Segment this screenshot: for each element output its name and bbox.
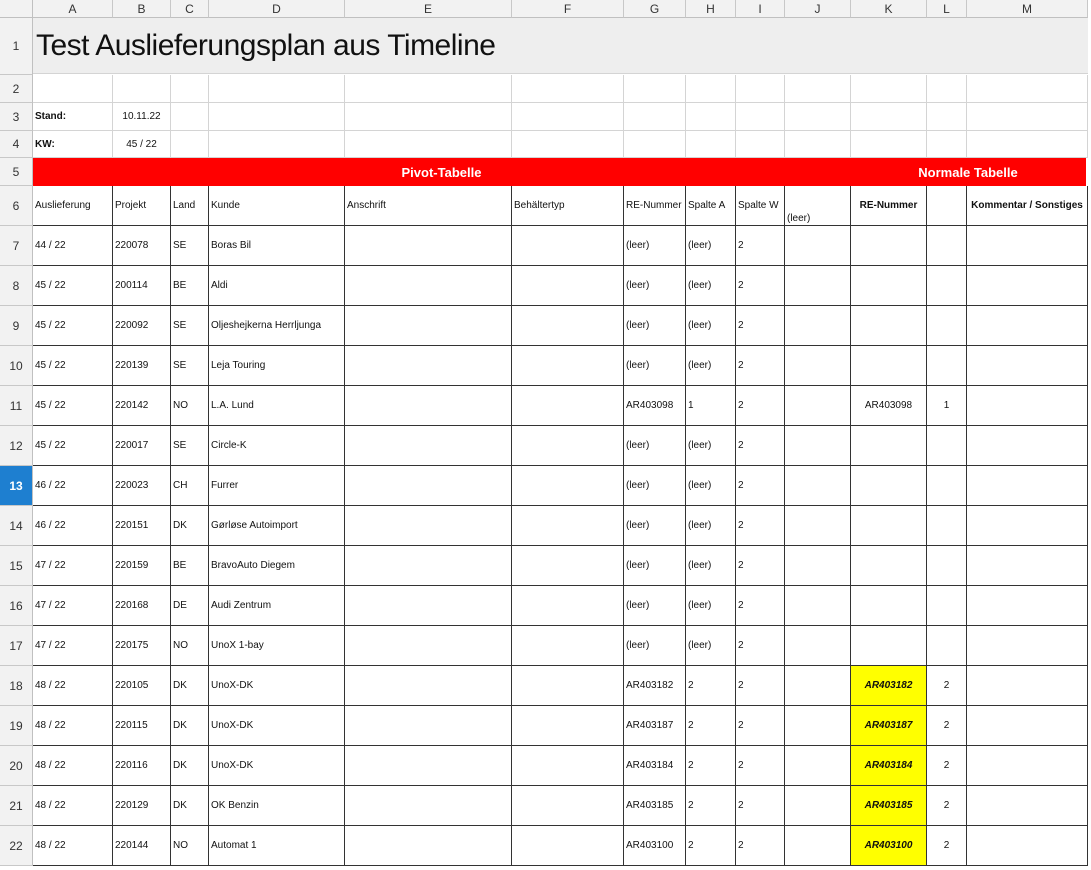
- cell-j17[interactable]: [785, 626, 851, 666]
- cell-c20[interactable]: DK: [171, 746, 209, 786]
- cell-i4[interactable]: [736, 131, 785, 158]
- row-header-17[interactable]: 17: [0, 626, 33, 666]
- cell-j13[interactable]: [785, 466, 851, 506]
- column-header-i[interactable]: I: [736, 0, 785, 18]
- header-kommentar[interactable]: Kommentar / Sonstiges: [967, 186, 1088, 226]
- cell-g4[interactable]: [624, 131, 686, 158]
- row-header-22[interactable]: 22: [0, 826, 33, 866]
- header-projekt[interactable]: Projekt: [113, 186, 171, 226]
- cell-h11[interactable]: 1: [686, 386, 736, 426]
- cell-c12[interactable]: SE: [171, 426, 209, 466]
- cell-h9[interactable]: (leer): [686, 306, 736, 346]
- row-header-3[interactable]: 3: [0, 103, 33, 131]
- cell-f2[interactable]: [512, 75, 624, 103]
- column-header-h[interactable]: H: [686, 0, 736, 18]
- cell-k3[interactable]: [851, 103, 927, 131]
- cell-i21[interactable]: 2: [736, 786, 785, 826]
- cell-f9[interactable]: [512, 306, 624, 346]
- cell-g10[interactable]: (leer): [624, 346, 686, 386]
- cell-l15[interactable]: [927, 546, 967, 586]
- cell-k22[interactable]: AR403100: [851, 826, 927, 866]
- cell-m11[interactable]: [967, 386, 1088, 426]
- cell-m21[interactable]: [967, 786, 1088, 826]
- cell-i2[interactable]: [736, 75, 785, 103]
- row-header-19[interactable]: 19: [0, 706, 33, 746]
- cell-m20[interactable]: [967, 746, 1088, 786]
- cell-k21[interactable]: AR403185: [851, 786, 927, 826]
- row-header-21[interactable]: 21: [0, 786, 33, 826]
- cell-g20[interactable]: AR403184: [624, 746, 686, 786]
- cell-c18[interactable]: DK: [171, 666, 209, 706]
- header-spalte-a[interactable]: Spalte A: [686, 186, 736, 226]
- cell-b22[interactable]: 220144: [113, 826, 171, 866]
- cell-h17[interactable]: (leer): [686, 626, 736, 666]
- cell-h3[interactable]: [686, 103, 736, 131]
- cell-h10[interactable]: (leer): [686, 346, 736, 386]
- cell-e2[interactable]: [345, 75, 512, 103]
- cell-d7[interactable]: Boras Bil: [209, 226, 345, 266]
- cell-e18[interactable]: [345, 666, 512, 706]
- cell-a20[interactable]: 48 / 22: [33, 746, 113, 786]
- normal-table-label: Normale Tabelle: [918, 164, 1018, 180]
- row-header-15[interactable]: 15: [0, 546, 33, 586]
- cell-l13[interactable]: [927, 466, 967, 506]
- cell-g7[interactable]: (leer): [624, 226, 686, 266]
- cell-k20[interactable]: AR403184: [851, 746, 927, 786]
- cell-i11[interactable]: 2: [736, 386, 785, 426]
- cell-e14[interactable]: [345, 506, 512, 546]
- cell-e17[interactable]: [345, 626, 512, 666]
- row-header-1[interactable]: 1: [0, 18, 33, 75]
- header-anschrift[interactable]: Anschrift: [345, 186, 512, 226]
- kw-value[interactable]: 45 / 22: [113, 131, 171, 158]
- cell-l11[interactable]: 1: [927, 386, 967, 426]
- cell-b21[interactable]: 220129: [113, 786, 171, 826]
- cell-a12[interactable]: 45 / 22: [33, 426, 113, 466]
- cell-k15[interactable]: [851, 546, 927, 586]
- column-header-f[interactable]: F: [512, 0, 624, 18]
- cell-h7[interactable]: (leer): [686, 226, 736, 266]
- cell-c2[interactable]: [171, 75, 209, 103]
- cell-g17[interactable]: (leer): [624, 626, 686, 666]
- cell-j18[interactable]: [785, 666, 851, 706]
- column-header-l[interactable]: L: [927, 0, 967, 18]
- header-auslieferung[interactable]: Auslieferung: [33, 186, 113, 226]
- cell-k2[interactable]: [851, 75, 927, 103]
- cell-m18[interactable]: [967, 666, 1088, 706]
- cell-d16[interactable]: Audi Zentrum: [209, 586, 345, 626]
- cell-l18[interactable]: 2: [927, 666, 967, 706]
- cell-e7[interactable]: [345, 226, 512, 266]
- cell-k19[interactable]: AR403187: [851, 706, 927, 746]
- cell-i13[interactable]: 2: [736, 466, 785, 506]
- cell-a14[interactable]: 46 / 22: [33, 506, 113, 546]
- cell-j22[interactable]: [785, 826, 851, 866]
- header-empty-l[interactable]: [927, 186, 967, 226]
- cell-m10[interactable]: [967, 346, 1088, 386]
- cell-f4[interactable]: [512, 131, 624, 158]
- cell-b13[interactable]: 220023: [113, 466, 171, 506]
- sheet-title[interactable]: Test Auslieferungsplan aus Timeline: [33, 18, 1088, 74]
- header-land[interactable]: Land: [171, 186, 209, 226]
- cell-b15[interactable]: 220159: [113, 546, 171, 586]
- cell-g15[interactable]: (leer): [624, 546, 686, 586]
- kw-label[interactable]: KW:: [33, 131, 113, 158]
- cell-f3[interactable]: [512, 103, 624, 131]
- cell-h16[interactable]: (leer): [686, 586, 736, 626]
- cell-h15[interactable]: (leer): [686, 546, 736, 586]
- cell-b10[interactable]: 220139: [113, 346, 171, 386]
- cell-i14[interactable]: 2: [736, 506, 785, 546]
- cell-i20[interactable]: 2: [736, 746, 785, 786]
- cell-j16[interactable]: [785, 586, 851, 626]
- cell-e10[interactable]: [345, 346, 512, 386]
- cell-f21[interactable]: [512, 786, 624, 826]
- cell-b19[interactable]: 220115: [113, 706, 171, 746]
- cell-d22[interactable]: Automat 1: [209, 826, 345, 866]
- cell-g3[interactable]: [624, 103, 686, 131]
- row-header-20[interactable]: 20: [0, 746, 33, 786]
- cell-f22[interactable]: [512, 826, 624, 866]
- cell-l7[interactable]: [927, 226, 967, 266]
- cell-c3[interactable]: [171, 103, 209, 131]
- cell-c10[interactable]: SE: [171, 346, 209, 386]
- cell-j3[interactable]: [785, 103, 851, 131]
- cell-a10[interactable]: 45 / 22: [33, 346, 113, 386]
- row-header-11[interactable]: 11: [0, 386, 33, 426]
- cell-m9[interactable]: [967, 306, 1088, 346]
- cell-h4[interactable]: [686, 131, 736, 158]
- cell-j21[interactable]: [785, 786, 851, 826]
- cell-i18[interactable]: 2: [736, 666, 785, 706]
- cell-j4[interactable]: [785, 131, 851, 158]
- cell-i7[interactable]: 2: [736, 226, 785, 266]
- cell-h19[interactable]: 2: [686, 706, 736, 746]
- cell-a21[interactable]: 48 / 22: [33, 786, 113, 826]
- cell-a9[interactable]: 45 / 22: [33, 306, 113, 346]
- cell-f19[interactable]: [512, 706, 624, 746]
- cell-g22[interactable]: AR403100: [624, 826, 686, 866]
- column-header-c[interactable]: C: [171, 0, 209, 18]
- stand-label[interactable]: Stand:: [33, 103, 113, 131]
- cell-m15[interactable]: [967, 546, 1088, 586]
- cell-e20[interactable]: [345, 746, 512, 786]
- cell-e13[interactable]: [345, 466, 512, 506]
- cell-m13[interactable]: [967, 466, 1088, 506]
- cell-l8[interactable]: [927, 266, 967, 306]
- cell-j9[interactable]: [785, 306, 851, 346]
- cell-c11[interactable]: NO: [171, 386, 209, 426]
- column-header-g[interactable]: G: [624, 0, 686, 18]
- cell-g9[interactable]: (leer): [624, 306, 686, 346]
- cell-a8[interactable]: 45 / 22: [33, 266, 113, 306]
- pivot-table-label: Pivot-Tabelle: [401, 164, 482, 180]
- cell-m3[interactable]: [967, 103, 1088, 131]
- cell-i22[interactable]: 2: [736, 826, 785, 866]
- cell-d2[interactable]: [209, 75, 345, 103]
- cell-i9[interactable]: 2: [736, 306, 785, 346]
- cell-l2[interactable]: [927, 75, 967, 103]
- cell-c9[interactable]: SE: [171, 306, 209, 346]
- cell-c17[interactable]: NO: [171, 626, 209, 666]
- cell-f8[interactable]: [512, 266, 624, 306]
- cell-l21[interactable]: 2: [927, 786, 967, 826]
- cell-g2[interactable]: [624, 75, 686, 103]
- cell-j20[interactable]: [785, 746, 851, 786]
- cell-d21[interactable]: OK Benzin: [209, 786, 345, 826]
- cell-f12[interactable]: [512, 426, 624, 466]
- cell-a7[interactable]: 44 / 22: [33, 226, 113, 266]
- cell-e9[interactable]: [345, 306, 512, 346]
- column-header-b[interactable]: B: [113, 0, 171, 18]
- header-re-nummer2[interactable]: RE-Nummer: [851, 186, 927, 226]
- cell-d3[interactable]: [209, 103, 345, 131]
- cell-k12[interactable]: [851, 426, 927, 466]
- cell-h8[interactable]: (leer): [686, 266, 736, 306]
- cell-f17[interactable]: [512, 626, 624, 666]
- cell-k8[interactable]: [851, 266, 927, 306]
- select-all-corner[interactable]: [0, 0, 33, 18]
- cell-a19[interactable]: 48 / 22: [33, 706, 113, 746]
- cell-m14[interactable]: [967, 506, 1088, 546]
- cell-j15[interactable]: [785, 546, 851, 586]
- cell-i15[interactable]: 2: [736, 546, 785, 586]
- cell-h14[interactable]: (leer): [686, 506, 736, 546]
- row-header-5[interactable]: 5: [0, 158, 33, 186]
- row-header-7[interactable]: 7: [0, 226, 33, 266]
- column-header-d[interactable]: D: [209, 0, 345, 18]
- cell-k10[interactable]: [851, 346, 927, 386]
- cell-h2[interactable]: [686, 75, 736, 103]
- cell-j14[interactable]: [785, 506, 851, 546]
- cell-i17[interactable]: 2: [736, 626, 785, 666]
- cell-m8[interactable]: [967, 266, 1088, 306]
- cell-f16[interactable]: [512, 586, 624, 626]
- cell-b18[interactable]: 220105: [113, 666, 171, 706]
- cell-g8[interactable]: (leer): [624, 266, 686, 306]
- cell-d15[interactable]: BravoAuto Diegem: [209, 546, 345, 586]
- cell-c13[interactable]: CH: [171, 466, 209, 506]
- cell-a2[interactable]: [33, 75, 113, 103]
- cell-d17[interactable]: UnoX 1-bay: [209, 626, 345, 666]
- cell-m4[interactable]: [967, 131, 1088, 158]
- cell-e19[interactable]: [345, 706, 512, 746]
- cell-b17[interactable]: 220175: [113, 626, 171, 666]
- cell-a18[interactable]: 48 / 22: [33, 666, 113, 706]
- cell-f18[interactable]: [512, 666, 624, 706]
- row-header-10[interactable]: 10: [0, 346, 33, 386]
- cell-j2[interactable]: [785, 75, 851, 103]
- column-header-k[interactable]: K: [851, 0, 927, 18]
- cell-c8[interactable]: BE: [171, 266, 209, 306]
- cell-h12[interactable]: (leer): [686, 426, 736, 466]
- cell-h20[interactable]: 2: [686, 746, 736, 786]
- cell-a15[interactable]: 47 / 22: [33, 546, 113, 586]
- cell-a17[interactable]: 47 / 22: [33, 626, 113, 666]
- cell-l9[interactable]: [927, 306, 967, 346]
- cell-g19[interactable]: AR403187: [624, 706, 686, 746]
- header-leer[interactable]: (leer): [785, 186, 851, 226]
- cell-i10[interactable]: 2: [736, 346, 785, 386]
- cell-m16[interactable]: [967, 586, 1088, 626]
- cell-b11[interactable]: 220142: [113, 386, 171, 426]
- cell-c15[interactable]: BE: [171, 546, 209, 586]
- cell-d9[interactable]: Oljeshejkerna Herrljunga: [209, 306, 345, 346]
- cell-g12[interactable]: (leer): [624, 426, 686, 466]
- cell-g14[interactable]: (leer): [624, 506, 686, 546]
- cell-l10[interactable]: [927, 346, 967, 386]
- cell-f14[interactable]: [512, 506, 624, 546]
- row-header-8[interactable]: 8: [0, 266, 33, 306]
- cell-m7[interactable]: [967, 226, 1088, 266]
- cell-h18[interactable]: 2: [686, 666, 736, 706]
- cell-l20[interactable]: 2: [927, 746, 967, 786]
- cell-l19[interactable]: 2: [927, 706, 967, 746]
- cell-f15[interactable]: [512, 546, 624, 586]
- cell-b7[interactable]: 220078: [113, 226, 171, 266]
- cell-l16[interactable]: [927, 586, 967, 626]
- row-header-18[interactable]: 18: [0, 666, 33, 706]
- cell-a16[interactable]: 47 / 22: [33, 586, 113, 626]
- cell-j10[interactable]: [785, 346, 851, 386]
- column-header-a[interactable]: A: [33, 0, 113, 18]
- cell-i16[interactable]: 2: [736, 586, 785, 626]
- header-behaeltertyp[interactable]: Behältertyp: [512, 186, 624, 226]
- cell-d4[interactable]: [209, 131, 345, 158]
- cell-b9[interactable]: 220092: [113, 306, 171, 346]
- row-header-13[interactable]: 13: [0, 466, 33, 506]
- cell-b2[interactable]: [113, 75, 171, 103]
- row-header-6[interactable]: 6: [0, 186, 33, 226]
- cell-l14[interactable]: [927, 506, 967, 546]
- cell-b8[interactable]: 200114: [113, 266, 171, 306]
- cell-j8[interactable]: [785, 266, 851, 306]
- cell-l17[interactable]: [927, 626, 967, 666]
- cell-i12[interactable]: 2: [736, 426, 785, 466]
- cell-d10[interactable]: Leja Touring: [209, 346, 345, 386]
- cell-f11[interactable]: [512, 386, 624, 426]
- cell-m17[interactable]: [967, 626, 1088, 666]
- header-kunde[interactable]: Kunde: [209, 186, 345, 226]
- cell-c16[interactable]: DE: [171, 586, 209, 626]
- row-header-14[interactable]: 14: [0, 506, 33, 546]
- header-re-nummer[interactable]: RE-Nummer: [624, 186, 686, 226]
- row-header-9[interactable]: 9: [0, 306, 33, 346]
- cell-c4[interactable]: [171, 131, 209, 158]
- cell-b12[interactable]: 220017: [113, 426, 171, 466]
- cell-i8[interactable]: 2: [736, 266, 785, 306]
- cell-j11[interactable]: [785, 386, 851, 426]
- cell-e11[interactable]: [345, 386, 512, 426]
- cell-e21[interactable]: [345, 786, 512, 826]
- header-spalte-w[interactable]: Spalte W: [736, 186, 785, 226]
- row-header-16[interactable]: 16: [0, 586, 33, 626]
- cell-l3[interactable]: [927, 103, 967, 131]
- cell-e16[interactable]: [345, 586, 512, 626]
- cell-e3[interactable]: [345, 103, 512, 131]
- cell-j19[interactable]: [785, 706, 851, 746]
- cell-e15[interactable]: [345, 546, 512, 586]
- cell-f10[interactable]: [512, 346, 624, 386]
- cell-c7[interactable]: SE: [171, 226, 209, 266]
- column-header-e[interactable]: E: [345, 0, 512, 18]
- cell-k4[interactable]: [851, 131, 927, 158]
- cell-b20[interactable]: 220116: [113, 746, 171, 786]
- cell-l4[interactable]: [927, 131, 967, 158]
- cell-k14[interactable]: [851, 506, 927, 546]
- cell-g13[interactable]: (leer): [624, 466, 686, 506]
- cell-k9[interactable]: [851, 306, 927, 346]
- cell-m12[interactable]: [967, 426, 1088, 466]
- cell-k13[interactable]: [851, 466, 927, 506]
- cell-f13[interactable]: [512, 466, 624, 506]
- cell-g16[interactable]: (leer): [624, 586, 686, 626]
- cell-k11[interactable]: AR403098: [851, 386, 927, 426]
- cell-m19[interactable]: [967, 706, 1088, 746]
- cell-b16[interactable]: 220168: [113, 586, 171, 626]
- cell-j12[interactable]: [785, 426, 851, 466]
- cell-d11[interactable]: L.A. Lund: [209, 386, 345, 426]
- row-header-12[interactable]: 12: [0, 426, 33, 466]
- cell-f7[interactable]: [512, 226, 624, 266]
- cell-d13[interactable]: Furrer: [209, 466, 345, 506]
- stand-value[interactable]: 10.11.22: [113, 103, 171, 131]
- cell-c14[interactable]: DK: [171, 506, 209, 546]
- cell-h13[interactable]: (leer): [686, 466, 736, 506]
- cell-i19[interactable]: 2: [736, 706, 785, 746]
- row-header-4[interactable]: 4: [0, 131, 33, 158]
- cell-d20[interactable]: UnoX-DK: [209, 746, 345, 786]
- cell-c21[interactable]: DK: [171, 786, 209, 826]
- cell-h21[interactable]: 2: [686, 786, 736, 826]
- cell-g21[interactable]: AR403185: [624, 786, 686, 826]
- cell-f20[interactable]: [512, 746, 624, 786]
- cell-i3[interactable]: [736, 103, 785, 131]
- cell-g18[interactable]: AR403182: [624, 666, 686, 706]
- row-header-2[interactable]: 2: [0, 75, 33, 103]
- cell-e12[interactable]: [345, 426, 512, 466]
- cell-k18[interactable]: AR403182: [851, 666, 927, 706]
- cell-h22[interactable]: 2: [686, 826, 736, 866]
- cell-d19[interactable]: UnoX-DK: [209, 706, 345, 746]
- cell-l12[interactable]: [927, 426, 967, 466]
- cell-e8[interactable]: [345, 266, 512, 306]
- cell-k17[interactable]: [851, 626, 927, 666]
- cell-d12[interactable]: Circle-K: [209, 426, 345, 466]
- cell-m22[interactable]: [967, 826, 1088, 866]
- cell-g11[interactable]: AR403098: [624, 386, 686, 426]
- cell-l22[interactable]: 2: [927, 826, 967, 866]
- cell-d8[interactable]: Aldi: [209, 266, 345, 306]
- cell-d18[interactable]: UnoX-DK: [209, 666, 345, 706]
- cell-d14[interactable]: Gørløse Autoimport: [209, 506, 345, 546]
- cell-k16[interactable]: [851, 586, 927, 626]
- cell-c22[interactable]: NO: [171, 826, 209, 866]
- column-header-j[interactable]: J: [785, 0, 851, 18]
- cell-m2[interactable]: [967, 75, 1088, 103]
- cell-k7[interactable]: [851, 226, 927, 266]
- cell-e4[interactable]: [345, 131, 512, 158]
- cell-a22[interactable]: 48 / 22: [33, 826, 113, 866]
- cell-e22[interactable]: [345, 826, 512, 866]
- cell-a13[interactable]: 46 / 22: [33, 466, 113, 506]
- cell-b14[interactable]: 220151: [113, 506, 171, 546]
- cell-j7[interactable]: [785, 226, 851, 266]
- cell-c19[interactable]: DK: [171, 706, 209, 746]
- cell-a11[interactable]: 45 / 22: [33, 386, 113, 426]
- column-header-m[interactable]: M: [967, 0, 1088, 18]
